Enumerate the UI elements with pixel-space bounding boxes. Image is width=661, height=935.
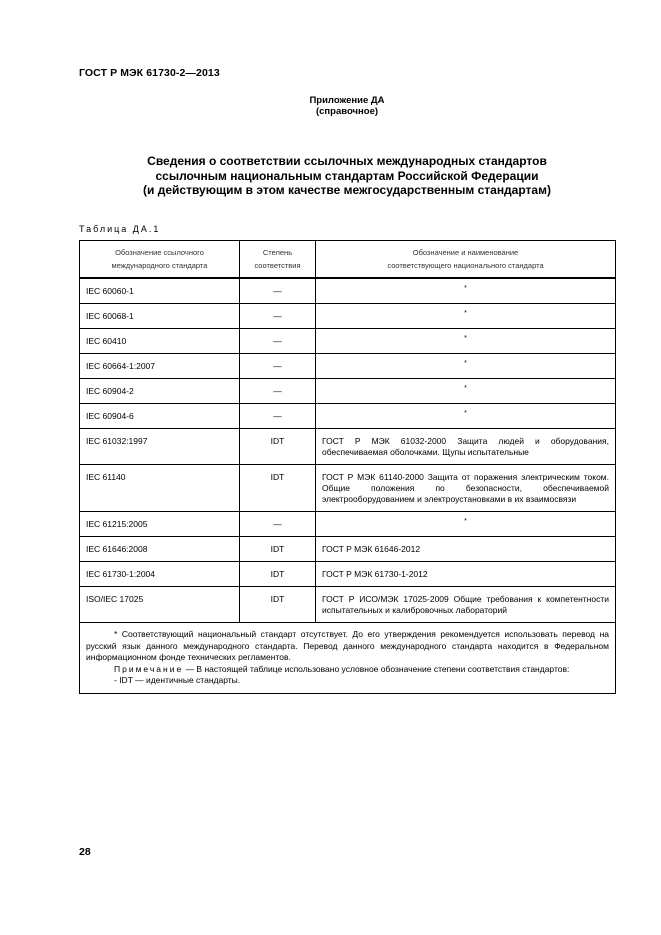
degree-cell: —: [240, 512, 316, 537]
annex-title: Приложение ДА: [309, 95, 385, 106]
national-cell: *: [316, 304, 616, 329]
annex-subtitle: (справочное): [315, 106, 379, 117]
note: [86, 664, 609, 676]
national-cell: *: [316, 278, 616, 304]
header-degree: Степень соответствия: [240, 241, 316, 279]
reference-cell: IEC 61646:2008: [80, 537, 240, 562]
idt-definition: - IDT — идентичные стандарты.: [114, 675, 241, 685]
table-row: [80, 512, 616, 537]
degree-cell: —: [240, 379, 316, 404]
document-header: ГОСТ Р МЭК 61730-2—2013: [79, 67, 220, 79]
reference-cell: IEC 61032:1997: [80, 429, 240, 465]
table-row: [80, 304, 616, 329]
degree-cell: —: [240, 354, 316, 379]
national-cell: *: [316, 512, 616, 537]
section-title-line: Сведения о соответствии ссылочных международных стандартов: [147, 154, 547, 168]
degree-cell: IDT: [240, 429, 316, 465]
section-title: [79, 154, 615, 198]
table-caption: Таблица ДА.1: [79, 224, 161, 234]
national-cell: *: [316, 404, 616, 429]
reference-cell: IEC 60664-1:2007: [80, 354, 240, 379]
table-row: [80, 278, 616, 304]
national-cell: *: [316, 354, 616, 379]
national-cell: ГОСТ Р МЭК 61140-2000 Защита от поражения электрическим током. Общие положения по безопасности, обеспечиваемой электрооборудованием и электроустановками в их взаимосвязи: [316, 465, 616, 512]
national-cell: ГОСТ Р МЭК 61646-2012: [316, 537, 616, 562]
table-notes-row: [80, 623, 616, 694]
section-title-line: (и действующим в этом качестве межгосударственным стандартам): [143, 183, 551, 197]
national-cell: ГОСТ Р ИСО/МЭК 17025-2009 Общие требования к компетентности испытательных и калибровочных лабораторий: [316, 587, 616, 623]
reference-cell: IEC 60410: [80, 329, 240, 354]
page-number: 28: [79, 846, 91, 858]
section-title-line: ссылочным национальным стандартам Российской Федерации: [155, 168, 539, 183]
table-notes: [80, 623, 616, 694]
note-label: Примечание: [114, 663, 184, 674]
national-cell: *: [316, 329, 616, 354]
degree-cell: IDT: [240, 465, 316, 512]
degree-cell: —: [240, 329, 316, 354]
header-reference-standard: Обозначение ссылочного международного стандарта: [80, 241, 240, 279]
degree-cell: IDT: [240, 587, 316, 623]
reference-cell: IEC 60060-1: [80, 278, 240, 304]
degree-cell: —: [240, 278, 316, 304]
table-row: [80, 587, 616, 623]
table-row: [80, 429, 616, 465]
degree-cell: IDT: [240, 537, 316, 562]
national-cell: ГОСТ Р МЭК 61730-1-2012: [316, 562, 616, 587]
table-row: [80, 354, 616, 379]
degree-cell: IDT: [240, 562, 316, 587]
degree-cell: —: [240, 404, 316, 429]
table-row: [80, 465, 616, 512]
table-row: [80, 379, 616, 404]
reference-cell: IEC 61215:2005: [80, 512, 240, 537]
header-national-standard: Обозначение и наименование соответствующего национального стандарта: [316, 241, 616, 279]
footnote: * Соответствующий национальный стандарт отсутствует. До его утверждения рекомендуется использовать перевод на русский язык данного международного стандарта. Перевод данного международного стандарта находится в Федеральном информационном фонде технических регламентов.: [86, 629, 609, 662]
reference-cell: IEC 61140: [80, 465, 240, 512]
reference-cell: IEC 60904-2: [80, 379, 240, 404]
national-cell: *: [316, 379, 616, 404]
table-row: [80, 562, 616, 587]
reference-cell: ISO/IEC 17025: [80, 587, 240, 623]
table-row: [80, 537, 616, 562]
table-row: [80, 329, 616, 354]
national-cell: ГОСТ Р МЭК 61032-2000 Защита людей и оборудования, обеспечиваемая оболочками. Щупы испытательные: [316, 429, 616, 465]
standards-table: [79, 240, 616, 694]
table-row: [80, 404, 616, 429]
reference-cell: IEC 60068-1: [80, 304, 240, 329]
annex-heading: [79, 95, 615, 117]
degree-cell: —: [240, 304, 316, 329]
table-header-row: [80, 241, 616, 279]
reference-cell: IEC 61730-1:2004: [80, 562, 240, 587]
note-text: — В настоящей таблице использовано условное обозначение степени соответствия стандартов:: [183, 663, 570, 674]
reference-cell: IEC 60904-6: [80, 404, 240, 429]
